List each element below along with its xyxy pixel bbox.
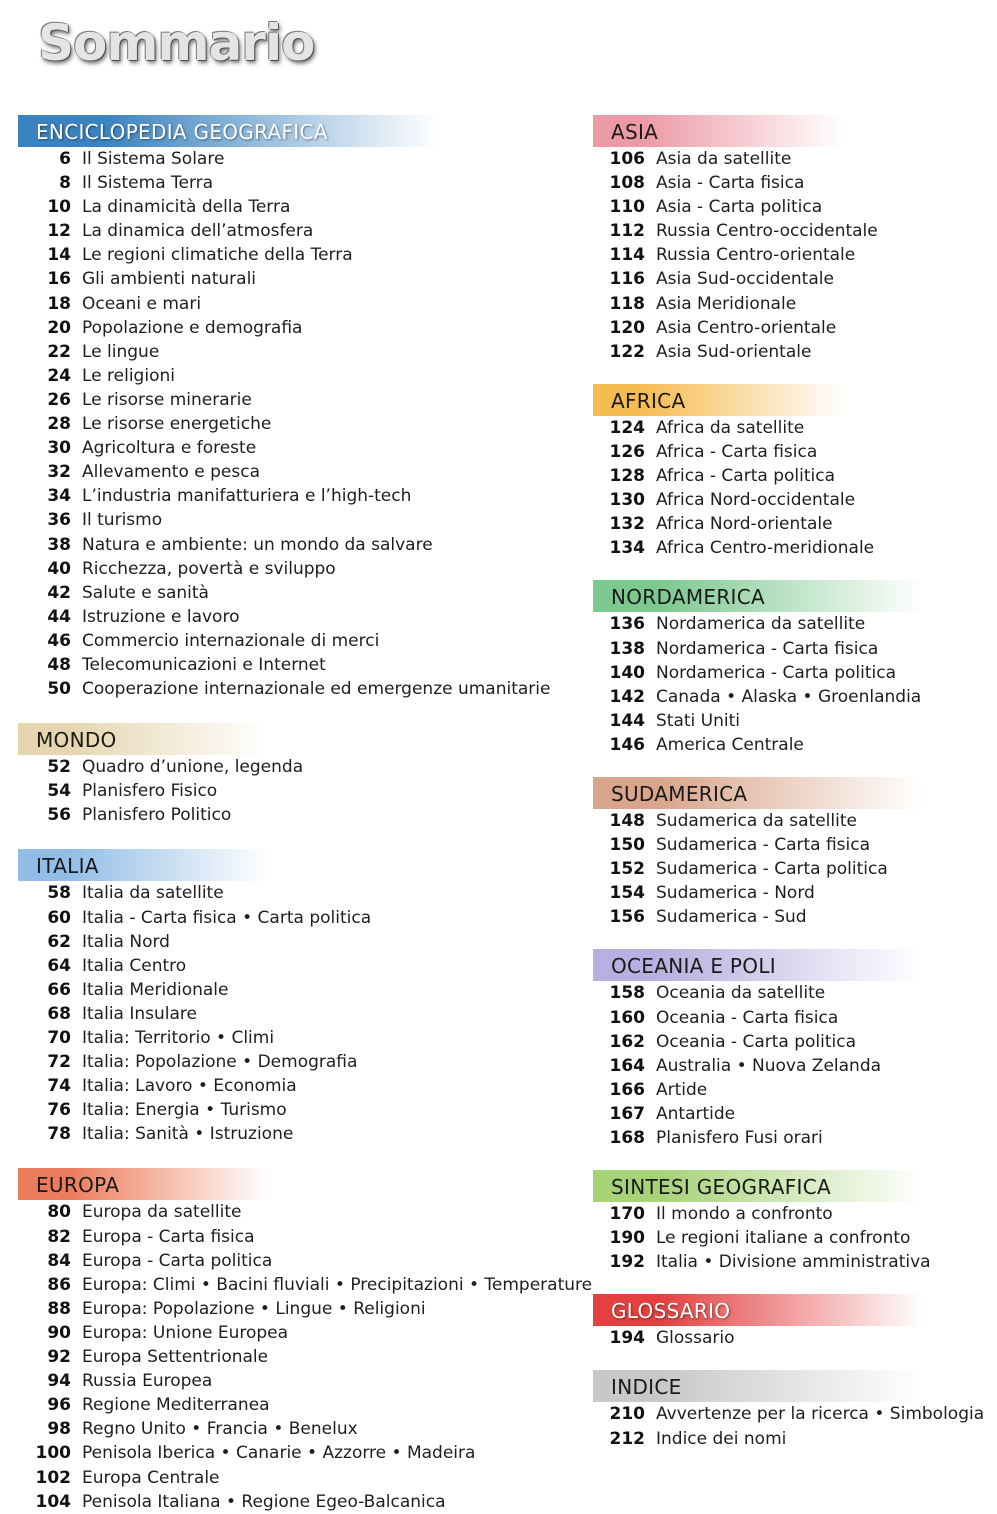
page-number: 78 [47, 1124, 71, 1145]
right-column [593, 115, 993, 1451]
toc-entry[interactable] [593, 905, 993, 929]
toc-entry[interactable] [593, 512, 993, 536]
toc-entry[interactable] [593, 536, 993, 560]
toc-entry[interactable] [18, 1297, 588, 1321]
toc-entry[interactable] [593, 1102, 993, 1126]
toc-entry[interactable] [18, 316, 588, 340]
page-number: 66 [47, 979, 71, 1000]
entry-title: Agricoltura e foreste [82, 438, 257, 459]
page-number: 38 [47, 534, 71, 555]
toc-entry[interactable] [18, 340, 588, 364]
toc-entry[interactable] [593, 171, 993, 195]
entry-title: Oceania - Carta politica [656, 1031, 857, 1052]
page-number: 106 [609, 149, 645, 169]
page-number: 36 [47, 510, 71, 531]
entry-title: Asia Centro-orientale [656, 317, 837, 338]
page-number: 30 [47, 438, 71, 459]
page-number: 32 [47, 462, 71, 483]
entry-title: Oceania - Carta fisica [656, 1007, 839, 1028]
toc-entry[interactable] [18, 930, 588, 954]
page-number: 28 [47, 414, 71, 435]
toc-entry[interactable] [18, 1273, 593, 1297]
entry-title: Antartide [656, 1103, 736, 1124]
page-number: 22 [47, 341, 71, 362]
toc-entry[interactable] [18, 1098, 588, 1122]
entry-title: Africa da satellite [656, 417, 805, 438]
entry-title: Sudamerica da satellite [656, 810, 857, 831]
toc-entry[interactable] [18, 557, 588, 581]
toc-entry[interactable] [18, 1441, 588, 1465]
section-header-indice: INDICE [593, 1370, 923, 1402]
toc-entry[interactable] [18, 388, 588, 412]
entry-title: Allevamento e pesca [82, 462, 261, 483]
section-header-nordamerica: NORDAMERICA [593, 580, 923, 612]
entry-title: Nordamerica - Carta fisica [656, 638, 879, 659]
page-number: 164 [609, 1055, 645, 1076]
entry-title: Sudamerica - Nord [656, 883, 815, 904]
page-number: 152 [609, 859, 645, 880]
page-number: 156 [609, 907, 645, 928]
page-number: 194 [609, 1328, 645, 1349]
page-number: 56 [47, 805, 71, 826]
page-number: 104 [35, 1491, 71, 1512]
entry-title: Italia Nord [82, 931, 170, 952]
toc-entry[interactable] [593, 881, 993, 905]
toc-entry[interactable] [18, 436, 588, 460]
toc-entry[interactable] [18, 171, 588, 195]
entry-title: Asia da satellite [656, 149, 792, 169]
entry-title: Il Sistema Solare [82, 149, 225, 169]
toc-entry[interactable] [18, 1345, 588, 1369]
toc-entry[interactable] [593, 340, 993, 364]
entry-title: America Centrale [656, 734, 804, 755]
page-number: 168 [609, 1128, 645, 1148]
toc-entry[interactable] [18, 195, 588, 219]
page-number: 26 [47, 389, 71, 410]
entry-title: Italia - Carta fisica • Carta politica [82, 907, 372, 928]
entry-title: Africa - Carta fisica [656, 441, 818, 462]
section-europa [18, 1168, 593, 1513]
entry-title: Africa - Carta politica [656, 466, 835, 487]
page-number: 68 [47, 1003, 71, 1024]
toc-entry[interactable] [18, 219, 588, 243]
toc-entry[interactable] [18, 1200, 588, 1224]
entry-title: Russia Europea [82, 1371, 213, 1392]
toc-entry[interactable] [18, 954, 588, 978]
section-header-enciclopedia: ENCICLOPEDIA GEOGRAFICA [18, 115, 438, 147]
toc-entry[interactable] [18, 629, 588, 653]
page-number: 98 [47, 1419, 71, 1440]
page-number: 190 [609, 1228, 645, 1249]
toc-entry[interactable] [593, 981, 993, 1005]
entry-title: Popolazione e demografia [82, 317, 303, 338]
page-number: 10 [47, 197, 71, 218]
page-number: 110 [609, 197, 645, 218]
toc-entry[interactable] [18, 906, 588, 930]
page-number: 167 [609, 1103, 645, 1124]
toc-entry[interactable] [18, 364, 588, 388]
toc-entry[interactable] [593, 416, 993, 440]
entry-title: Europa Settentrionale [82, 1347, 269, 1368]
page-number: 42 [47, 582, 71, 603]
section-header-sudamerica: SUDAMERICA [593, 777, 923, 809]
page-number: 82 [47, 1226, 71, 1247]
section-header-italia: ITALIA [18, 849, 268, 881]
page-number: 70 [47, 1028, 71, 1048]
toc-entry[interactable] [18, 1050, 588, 1074]
page-number: 58 [47, 883, 71, 904]
entry-title: Australia • Nuova Zelanda [656, 1055, 882, 1076]
entry-title: Quadro d’unione, legenda [82, 757, 304, 778]
entry-title: Le risorse minerarie [82, 389, 252, 410]
entry-title: Italia Insulare [82, 1003, 197, 1024]
entry-title: Italia da satellite [82, 883, 224, 904]
entry-title: Gli ambienti naturali [82, 269, 257, 290]
page-number: 134 [609, 538, 645, 559]
toc-entry[interactable] [18, 1490, 588, 1514]
entry-title: Italia Centro [82, 955, 187, 976]
entry-title: Asia Meridionale [656, 293, 797, 314]
toc-entry[interactable] [593, 809, 993, 833]
toc-entry[interactable] [593, 833, 993, 857]
toc-entry[interactable] [593, 709, 993, 733]
page-number: 18 [47, 293, 71, 314]
toc-entry[interactable] [18, 243, 588, 267]
toc-entry[interactable] [18, 292, 588, 316]
toc-entry[interactable] [593, 1250, 993, 1274]
page-number: 114 [609, 245, 645, 266]
page-number: 212 [609, 1428, 645, 1449]
entry-title: Le regioni italiane a confronto [656, 1228, 911, 1249]
entry-title: Italia • Divisione amministrativa [656, 1252, 931, 1273]
entry-title: Italia: Sanità • Istruzione [82, 1124, 294, 1145]
page-number: 100 [35, 1443, 71, 1464]
toc-entry[interactable] [593, 733, 993, 757]
entry-title: Italia: Energia • Turismo [82, 1100, 287, 1121]
toc-entry[interactable] [593, 1202, 993, 1226]
page-number: 72 [47, 1052, 71, 1073]
page-number: 46 [47, 630, 71, 651]
page-number: 44 [47, 606, 71, 627]
toc-entry[interactable] [18, 267, 588, 291]
entry-title: Le risorse energetiche [82, 414, 272, 435]
toc-entry[interactable] [18, 533, 588, 557]
entry-title: Europa: Climi • Bacini fluviali • Precipitazioni • Temperature [82, 1274, 593, 1295]
toc-entry[interactable] [18, 1393, 588, 1417]
entry-title: Sudamerica - Carta fisica [656, 835, 871, 856]
toc-entry[interactable] [593, 612, 993, 636]
section-glossario [593, 1294, 993, 1350]
toc-entry[interactable] [593, 464, 993, 488]
toc-entry[interactable] [18, 412, 588, 436]
section-header-africa: AFRICA [593, 384, 843, 416]
toc-entry[interactable] [18, 484, 588, 508]
toc-entry[interactable] [593, 488, 993, 512]
entry-title: Salute e sanità [82, 582, 209, 603]
section-nordamerica [593, 580, 993, 757]
entry-title: Cooperazione internazionale ed emergenze umanitarie [82, 679, 551, 700]
toc-entry[interactable] [18, 803, 588, 827]
page-number: 210 [609, 1404, 645, 1425]
entry-title: Regno Unito • Francia • Benelux [82, 1419, 358, 1440]
entry-title: Sudamerica - Sud [656, 907, 807, 928]
entry-title: Nordamerica - Carta politica [656, 662, 897, 683]
entry-title: Avvertenze per la ricerca • Simbologia [656, 1404, 985, 1425]
page-number: 120 [609, 317, 645, 338]
toc-entry[interactable] [593, 292, 993, 316]
page-number: 8 [59, 173, 71, 194]
toc-entry[interactable] [593, 1078, 993, 1102]
entry-title: Russia Centro-orientale [656, 245, 856, 266]
page-number: 192 [609, 1252, 645, 1273]
toc-entry[interactable] [18, 1321, 588, 1345]
entry-title: Europa: Unione Europea [82, 1322, 289, 1343]
page-number: 48 [47, 654, 71, 675]
toc-entry[interactable] [593, 685, 993, 709]
page-number: 88 [47, 1298, 71, 1319]
entry-title: Asia Sud-orientale [656, 341, 812, 362]
toc-entry[interactable] [18, 1002, 588, 1026]
entry-title: La dinamica dell’atmosfera [82, 221, 314, 242]
toc-entry[interactable] [18, 1074, 588, 1098]
entry-title: Il turismo [82, 510, 163, 531]
entry-title: Istruzione e lavoro [82, 606, 240, 627]
entry-title: Italia: Territorio • Climi [82, 1028, 275, 1048]
page-number: 150 [609, 835, 645, 856]
page-number: 52 [47, 757, 71, 778]
left-column [18, 115, 593, 1514]
toc-entry[interactable] [593, 1006, 993, 1030]
page-number: 64 [47, 955, 71, 976]
entry-title: La dinamicità della Terra [82, 197, 291, 218]
entry-title: Indice dei nomi [656, 1428, 787, 1449]
entry-title: Africa Nord-orientale [656, 514, 833, 535]
entry-title: Africa Nord-occidentale [656, 490, 856, 511]
entry-title: Il Sistema Terra [82, 173, 214, 194]
entry-title: Italia: Popolazione • Demografia [82, 1052, 358, 1073]
entry-title: Italia Meridionale [82, 979, 229, 1000]
toc-entry[interactable] [18, 1466, 588, 1490]
entry-title: Stati Uniti [656, 710, 740, 731]
page-number: 20 [47, 317, 71, 338]
toc-entry[interactable] [593, 195, 993, 219]
page-number: 136 [609, 614, 645, 635]
page-number: 154 [609, 883, 645, 904]
toc-entry[interactable] [593, 661, 993, 685]
entry-title: Penisola Italiana • Regione Egeo-Balcanica [82, 1491, 446, 1512]
entry-title: Italia: Lavoro • Economia [82, 1076, 297, 1097]
section-header-mondo: MONDO [18, 723, 268, 755]
entry-title: Europa da satellite [82, 1202, 242, 1223]
page-number: 130 [609, 490, 645, 511]
page-title: Sommario [38, 14, 315, 72]
entry-title: Asia - Carta fisica [656, 173, 805, 194]
entry-title: Natura e ambiente: un mondo da salvare [82, 534, 433, 555]
toc-entry[interactable] [593, 1402, 993, 1426]
page-number: 94 [47, 1371, 71, 1392]
entry-title: Canada • Alaska • Groenlandia [656, 686, 922, 707]
page-number: 126 [609, 441, 645, 462]
page-number: 122 [609, 341, 645, 362]
toc-entry[interactable] [18, 460, 588, 484]
toc-entry[interactable] [18, 653, 588, 677]
section-asia [593, 115, 993, 364]
section-header-asia: ASIA [593, 115, 843, 147]
toc-entry[interactable] [593, 440, 993, 464]
page-number: 118 [609, 293, 645, 314]
section-indice [593, 1370, 993, 1450]
page-number: 160 [609, 1007, 645, 1028]
entry-title: Planisfero Fisico [82, 781, 218, 802]
page-number: 86 [47, 1274, 71, 1295]
page-number: 166 [609, 1079, 645, 1100]
entry-title: Commercio internazionale di merci [82, 630, 380, 651]
entry-title: Europa - Carta politica [82, 1250, 273, 1271]
toc-entry[interactable] [593, 219, 993, 243]
section-italia [18, 849, 588, 1146]
page-number: 162 [609, 1031, 645, 1052]
page-number: 112 [609, 221, 645, 242]
toc-entry[interactable] [18, 1225, 588, 1249]
toc-entry[interactable] [593, 316, 993, 340]
section-header-sintesi: SINTESI GEOGRAFICA [593, 1170, 923, 1202]
toc-entry[interactable] [18, 1417, 588, 1441]
page-number: 84 [47, 1250, 71, 1271]
entry-title: Planisfero Politico [82, 805, 232, 826]
entry-title: Le regioni climatiche della Terra [82, 245, 353, 266]
section-header-oceania: OCEANIA E POLI [593, 949, 923, 981]
page-number: 158 [609, 983, 645, 1004]
entry-title: Sudamerica - Carta politica [656, 859, 888, 880]
toc-entry[interactable] [18, 508, 588, 532]
toc-entry[interactable] [18, 1249, 588, 1273]
page-number: 6 [59, 149, 71, 169]
toc-entry[interactable] [593, 147, 993, 171]
toc-entry[interactable] [593, 267, 993, 291]
toc-entry[interactable] [593, 1226, 993, 1250]
page-number: 146 [609, 734, 645, 755]
section-sintesi [593, 1170, 993, 1274]
toc-entry[interactable] [593, 1054, 993, 1078]
entry-title: Russia Centro-occidentale [656, 221, 878, 242]
entry-title: Oceani e mari [82, 293, 202, 314]
section-enciclopedia [18, 115, 588, 701]
toc-entry[interactable] [18, 605, 588, 629]
page-number: 24 [47, 365, 71, 386]
page-number: 14 [47, 245, 71, 266]
section-africa [593, 384, 993, 561]
toc-entry[interactable] [18, 978, 588, 1002]
entry-title: Telecomunicazioni e Internet [82, 654, 326, 675]
page-number: 124 [609, 417, 645, 438]
entry-title: Asia Sud-occidentale [656, 269, 834, 290]
entry-title: Nordamerica da satellite [656, 614, 866, 635]
page-number: 60 [47, 907, 71, 928]
page-number: 142 [609, 686, 645, 707]
entry-title: L’industria manifatturiera e l’high-tech [82, 486, 412, 507]
page-number: 102 [35, 1467, 71, 1488]
page-number: 74 [47, 1076, 71, 1097]
entry-title: Artide [656, 1079, 708, 1100]
toc-entry[interactable] [18, 581, 588, 605]
entry-title: Europa Centrale [82, 1467, 220, 1488]
section-header-europa: EUROPA [18, 1168, 268, 1200]
entry-title: Le religioni [82, 365, 175, 386]
page-number: 140 [609, 662, 645, 683]
page-number: 16 [47, 269, 71, 290]
toc-entry[interactable] [18, 147, 588, 171]
page-number: 148 [609, 810, 645, 831]
page-number: 54 [47, 781, 71, 802]
page-number: 40 [47, 558, 71, 579]
page-number: 108 [609, 173, 645, 194]
toc-entry[interactable] [593, 1126, 993, 1150]
toc-entry[interactable] [18, 779, 588, 803]
section-sudamerica [593, 777, 993, 929]
toc-entry[interactable] [18, 677, 588, 701]
page-number: 90 [47, 1322, 71, 1343]
section-oceania [593, 949, 993, 1150]
toc-entry[interactable] [593, 243, 993, 267]
page-number: 34 [47, 486, 71, 507]
entry-title: Glossario [656, 1328, 735, 1349]
page-number: 80 [47, 1202, 71, 1223]
page-number: 50 [47, 679, 71, 700]
entry-title: Europa: Popolazione • Lingue • Religioni [82, 1298, 426, 1319]
section-mondo [18, 723, 588, 827]
toc-entry[interactable] [18, 1122, 588, 1146]
entry-title: Africa Centro-meridionale [656, 538, 875, 559]
entry-title: Penisola Iberica • Canarie • Azzorre • Madeira [82, 1443, 476, 1464]
entry-title: Asia - Carta politica [656, 197, 823, 218]
page-number: 92 [47, 1347, 71, 1368]
toc-entry[interactable] [18, 1369, 588, 1393]
toc-entry[interactable] [593, 637, 993, 661]
entry-title: Planisfero Fusi orari [656, 1128, 823, 1148]
page-number: 170 [609, 1204, 645, 1225]
entry-title: Il mondo a confronto [656, 1204, 833, 1225]
entry-title: Ricchezza, povertà e sviluppo [82, 558, 336, 579]
entry-title: Oceania da satellite [656, 983, 826, 1004]
entry-title: Regione Mediterranea [82, 1395, 270, 1416]
toc-entry[interactable] [593, 857, 993, 881]
page-number: 138 [609, 638, 645, 659]
section-header-glossario: GLOSSARIO [593, 1294, 923, 1326]
entry-title: Le lingue [82, 341, 160, 362]
toc-entry[interactable] [593, 1030, 993, 1054]
entry-title: Europa - Carta fisica [82, 1226, 255, 1247]
page-number: 96 [47, 1395, 71, 1416]
page-number: 132 [609, 514, 645, 535]
toc-entry[interactable] [593, 1326, 993, 1350]
page-number: 116 [609, 269, 645, 290]
toc-entry[interactable] [18, 1026, 588, 1050]
page-number: 12 [47, 221, 71, 242]
toc-entry[interactable] [593, 1427, 993, 1451]
page-number: 128 [609, 466, 645, 487]
page-number: 144 [609, 710, 645, 731]
toc-entry[interactable] [18, 881, 588, 905]
page-number: 62 [47, 931, 71, 952]
toc-entry[interactable] [18, 755, 588, 779]
page-number: 76 [47, 1100, 71, 1121]
